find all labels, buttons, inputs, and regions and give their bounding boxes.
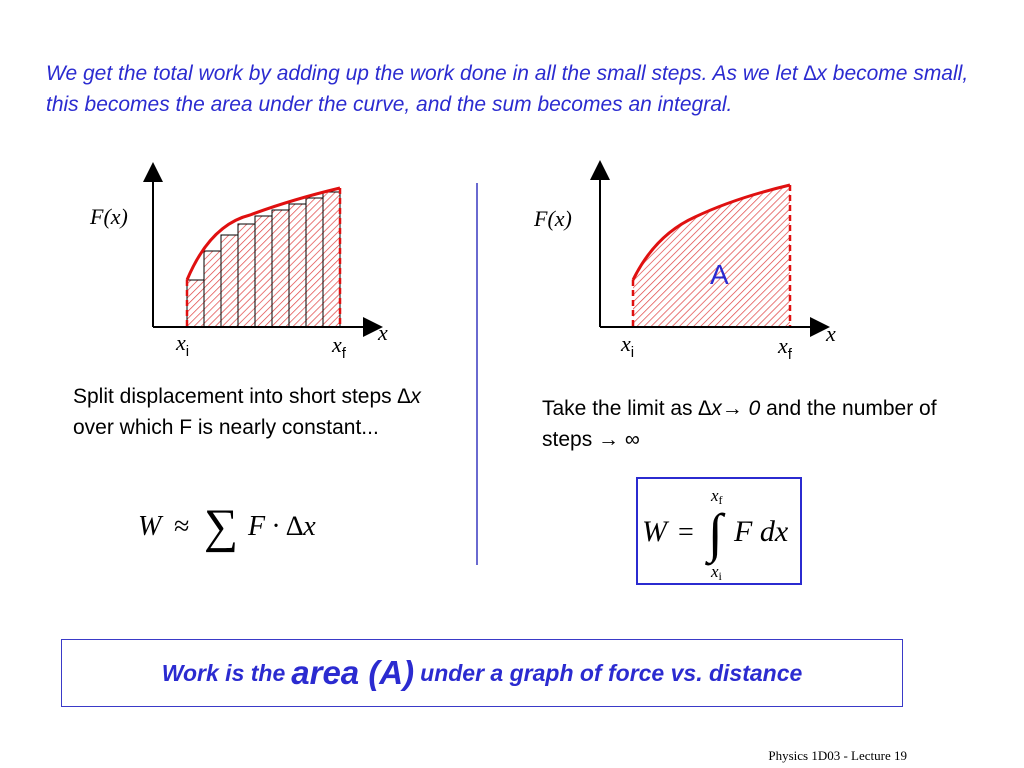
shaded-area <box>633 185 790 327</box>
left-caption-text-1: Split displacement into short steps <box>73 385 398 408</box>
riemann-bar <box>306 198 323 327</box>
summary-text-2: under a graph of force vs. distance <box>420 659 803 686</box>
summary-text-1: Work is the <box>161 659 286 686</box>
integral-formula <box>638 479 800 583</box>
right-caption-text-1: Take the limit as <box>542 397 699 420</box>
formula-equals: = <box>678 517 694 548</box>
riemann-bar <box>272 210 289 327</box>
vertical-divider <box>476 183 478 565</box>
riemann-bar <box>204 251 221 327</box>
formula-body: F dx <box>734 515 789 548</box>
riemann-rectangles <box>187 192 340 327</box>
x-axis-label: x <box>378 320 388 345</box>
summary-emphasis: area (A) <box>291 654 415 691</box>
area-label: A <box>710 259 729 290</box>
xi-base: x <box>621 331 631 356</box>
left-caption-text-2: over which F is nearly constant... <box>73 416 379 439</box>
formula-w: W <box>642 515 667 548</box>
right-caption <box>542 393 942 455</box>
upper-limit-sub: f <box>718 493 723 507</box>
lower-limit-sub: i <box>718 569 722 583</box>
xi-sub: i <box>630 344 635 361</box>
riemann-bar <box>187 280 204 327</box>
sum-symbol: ∑ <box>204 500 239 553</box>
xi-sub: i <box>185 343 190 360</box>
y-axis-label: F(x) <box>534 206 572 231</box>
left-caption <box>73 381 453 443</box>
formula-approx: ≈ <box>174 511 190 542</box>
intro-delta-x: ∆x <box>803 62 827 85</box>
right-caption-text-2: and the number of steps <box>542 397 937 451</box>
formula-w: W <box>138 511 162 542</box>
riemann-bar <box>289 204 306 327</box>
xf-label <box>331 332 347 362</box>
riemann-bar <box>255 216 272 327</box>
y-axis-label: F(x) <box>90 204 128 229</box>
intro-text-2: become small, this becomes the area under the curve, and the sum becomes an integral. <box>46 62 969 116</box>
integral-symbol: ∫ <box>708 503 723 563</box>
left-caption-delta-x: ∆x <box>397 385 421 408</box>
upper-limit-base: x <box>711 486 719 505</box>
xf-sub: f <box>341 345 346 362</box>
xf-label <box>777 333 793 363</box>
formula-body: F · ∆x <box>248 511 316 542</box>
xf-base: x <box>332 332 342 357</box>
area-under-curve-graph <box>520 160 860 375</box>
xi-label <box>620 331 634 361</box>
xf-base: x <box>778 333 788 358</box>
intro-text-1: We get the total work by adding up the work done in all the small steps. As we let <box>46 62 804 85</box>
riemann-bar <box>221 235 238 327</box>
intro-paragraph <box>46 58 981 120</box>
xi-base: x <box>176 330 186 355</box>
riemann-sum-graph <box>70 160 410 375</box>
lower-limit-base: x <box>711 562 719 581</box>
sum-formula <box>138 490 368 560</box>
summary-box <box>61 639 903 707</box>
riemann-bar <box>238 224 255 327</box>
right-caption-limit: ∆x→ 0 <box>698 397 761 420</box>
riemann-bar <box>323 192 340 327</box>
x-axis-label: x <box>826 321 836 346</box>
right-caption-arrow-infinity: → ∞ <box>598 428 640 451</box>
footer-lecture-label: Physics 1D03 - Lecture 19 <box>768 748 907 763</box>
xf-sub: f <box>787 346 792 363</box>
integral-formula-box <box>636 477 802 585</box>
xi-label <box>175 330 189 360</box>
integral-lower-limit <box>710 562 723 583</box>
